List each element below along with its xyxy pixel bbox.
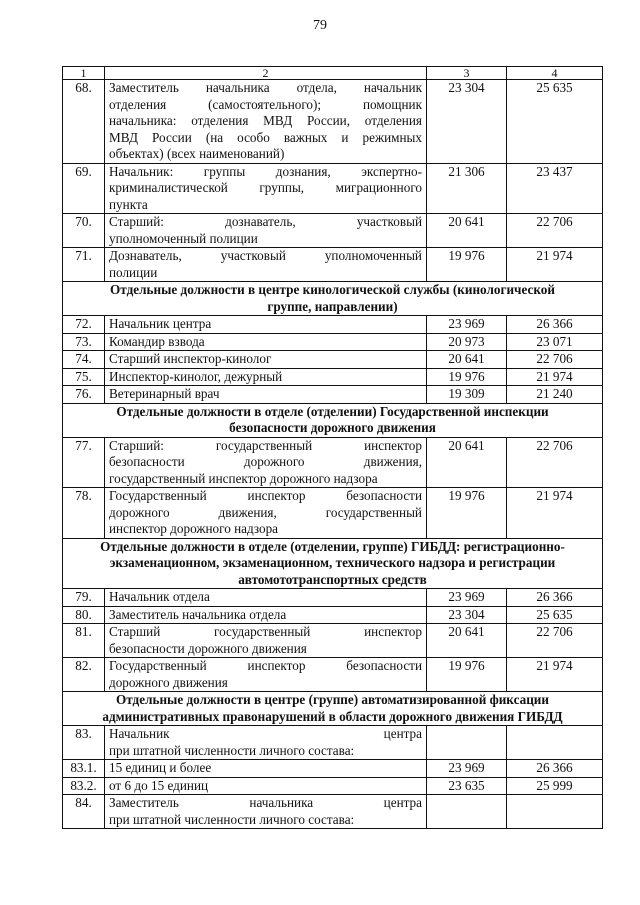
salary-value-col4: 22 706 <box>507 437 603 488</box>
table-row <box>63 726 603 760</box>
table-row <box>63 760 603 778</box>
position-title-line: при штатной численности личного состава: <box>109 811 355 827</box>
position-title-line: Дознаватель, участковый уполномоченный <box>109 248 422 263</box>
row-number: 77. <box>63 437 105 488</box>
position-title-line: пункта <box>109 196 148 212</box>
salary-value-col4: 25 999 <box>507 777 603 795</box>
table-row <box>63 777 603 795</box>
row-number: 69. <box>63 163 105 214</box>
salary-value-col3: 23 969 <box>427 760 507 778</box>
position-title <box>105 606 427 624</box>
row-number: 74. <box>63 351 105 369</box>
position-title <box>105 80 427 164</box>
salary-value-col4: 21 240 <box>507 386 603 404</box>
section-title <box>63 282 603 316</box>
row-number: 81. <box>63 624 105 658</box>
position-title-line: инспектор дорожного надзора <box>109 521 279 536</box>
salary-value-col4: 21 974 <box>507 658 603 692</box>
section-title-line: безопасности дорожного движения <box>229 420 436 435</box>
position-title-line: Начальник центра <box>109 726 422 741</box>
section-title-line: административных правонарушений в области дорожного движения ГИБДД <box>102 708 563 724</box>
position-title-line: Старший инспектор-кинолог <box>109 351 272 366</box>
salary-value-col4: 21 974 <box>507 368 603 386</box>
section-title-line: автомототранспортных средств <box>238 571 427 587</box>
salary-value-col4: 26 366 <box>507 316 603 334</box>
salary-value-col3: 23 635 <box>427 777 507 795</box>
salary-value-col3 <box>427 726 507 760</box>
position-title-line: полиции <box>109 264 158 280</box>
position-title-line: Старший государственный инспектор <box>109 624 422 639</box>
salary-value-col4: 25 635 <box>507 80 603 164</box>
table-header-row <box>63 67 603 80</box>
salary-value-col3: 20 973 <box>427 333 507 351</box>
section-title-line: Отдельные должности в центре кинологической службы (кинологической <box>110 282 555 297</box>
header-col-3: 3 <box>427 67 507 80</box>
position-title-line: отделения (самостоятельного); помощник <box>109 96 422 112</box>
position-title-line: Государственный инспектор безопасности <box>109 488 422 503</box>
position-title-line: уполномоченный полиции <box>109 230 258 246</box>
position-title-line: дорожного движения <box>109 674 228 690</box>
salary-value-col3: 19 976 <box>427 248 507 282</box>
salary-value-col3: 23 304 <box>427 606 507 624</box>
table-row <box>63 80 603 164</box>
salary-value-col4: 22 706 <box>507 214 603 248</box>
section-header-row <box>63 692 603 726</box>
table-row <box>63 214 603 248</box>
salary-value-col3: 20 641 <box>427 437 507 488</box>
position-title-line: Начальник отдела <box>109 589 210 604</box>
table-row <box>63 368 603 386</box>
position-title-line: от 6 до 15 единиц <box>109 777 209 793</box>
table-row <box>63 589 603 607</box>
salary-value-col4: 26 366 <box>507 589 603 607</box>
position-title-line: дорожного движения, государственный <box>109 504 422 520</box>
position-title-line: Начальник: группы дознания, экспертно- <box>109 163 422 179</box>
position-title <box>105 589 427 607</box>
table-row <box>63 437 603 488</box>
section-title <box>63 538 603 589</box>
table-row <box>63 163 603 214</box>
salary-value-col3: 23 304 <box>427 80 507 164</box>
salary-value-col3: 19 976 <box>427 368 507 386</box>
salary-value-col3: 19 976 <box>427 488 507 539</box>
salary-value-col4: 23 071 <box>507 333 603 351</box>
header-col-1: 1 <box>63 67 105 80</box>
position-title <box>105 386 427 404</box>
position-title-line: начальника: отделения МВД России, отделения <box>109 113 422 128</box>
position-title <box>105 777 427 795</box>
salary-value-col4: 22 706 <box>507 351 603 369</box>
table-row <box>63 658 603 692</box>
row-number: 71. <box>63 248 105 282</box>
position-title-line: Начальник центра <box>109 316 212 331</box>
position-title <box>105 248 427 282</box>
position-title <box>105 316 427 334</box>
section-header-row <box>63 403 603 437</box>
position-title-line: Заместитель начальника отдела, начальник <box>109 80 422 95</box>
salary-value-col4: 23 437 <box>507 163 603 214</box>
salary-value-col4: 21 974 <box>507 488 603 539</box>
section-title-line: Отдельные должности в центре (группе) автоматизированной фиксации <box>116 692 549 707</box>
table-row <box>63 386 603 404</box>
row-number: 73. <box>63 333 105 351</box>
salary-table <box>62 66 603 829</box>
position-title-line: МВД России (на особо важных и режимных <box>109 129 422 145</box>
salary-value-col3: 19 309 <box>427 386 507 404</box>
section-header-row <box>63 282 603 316</box>
position-title <box>105 437 427 488</box>
salary-value-col3: 20 641 <box>427 351 507 369</box>
position-title <box>105 488 427 539</box>
section-title-line: экзаменационном, экзаменационном, технического надзора и регистрации <box>109 555 556 570</box>
salary-value-col3: 20 641 <box>427 214 507 248</box>
position-title-line: безопасности дорожного движения <box>109 640 307 656</box>
row-number: 80. <box>63 606 105 624</box>
table-row <box>63 488 603 539</box>
position-title <box>105 333 427 351</box>
row-number: 70. <box>63 214 105 248</box>
position-title-line: безопасности дорожного движения, <box>109 454 422 469</box>
row-number: 79. <box>63 589 105 607</box>
salary-value-col4 <box>507 726 603 760</box>
section-title <box>63 692 603 726</box>
row-number: 72. <box>63 316 105 334</box>
salary-value-col3: 19 976 <box>427 658 507 692</box>
salary-value-col4: 26 366 <box>507 760 603 778</box>
position-title <box>105 163 427 214</box>
salary-value-col3: 23 969 <box>427 316 507 334</box>
position-title-line: объектах) (всех наименований) <box>109 146 285 161</box>
row-number: 75. <box>63 368 105 386</box>
row-number: 82. <box>63 658 105 692</box>
position-title <box>105 760 427 778</box>
section-title-line: группе, направлении) <box>267 298 398 314</box>
position-title-line: Ветеринарный врач <box>109 386 220 401</box>
position-title-line: Старший: государственный инспектор <box>109 437 422 453</box>
row-number: 83.2. <box>63 777 105 795</box>
position-title-line: Инспектор-кинолог, дежурный <box>109 368 283 384</box>
salary-value-col4: 21 974 <box>507 248 603 282</box>
position-title <box>105 351 427 369</box>
page-number: 79 <box>313 18 327 33</box>
row-number: 84. <box>63 795 105 829</box>
position-title-line: криминалистической группы, миграционного <box>109 180 422 195</box>
position-title <box>105 368 427 386</box>
table-row <box>63 606 603 624</box>
section-header-row <box>63 538 603 589</box>
row-number: 83.1. <box>63 760 105 778</box>
position-title <box>105 795 427 829</box>
table-row <box>63 351 603 369</box>
position-title-line: Старший: дознаватель, участковый <box>109 214 422 229</box>
header-col-4: 4 <box>507 67 603 80</box>
position-title-line: Заместитель начальника центра <box>109 795 422 810</box>
header-col-2: 2 <box>105 67 427 80</box>
position-title <box>105 658 427 692</box>
salary-value-col4 <box>507 795 603 829</box>
position-title-line: 15 единиц и более <box>109 760 212 775</box>
salary-value-col3: 20 641 <box>427 624 507 658</box>
table-row <box>63 795 603 829</box>
row-number: 76. <box>63 386 105 404</box>
position-title-line: Государственный инспектор безопасности <box>109 658 422 673</box>
salary-value-col3: 23 969 <box>427 589 507 607</box>
section-title-line: Отдельные должности в отделе (отделении, группе) ГИБДД: регистрационно- <box>100 538 565 554</box>
section-title <box>63 403 603 437</box>
position-title <box>105 624 427 658</box>
salary-value-col4: 22 706 <box>507 624 603 658</box>
position-title-line: при штатной численности личного состава: <box>109 742 355 758</box>
row-number: 68. <box>63 80 105 164</box>
salary-value-col4: 25 635 <box>507 606 603 624</box>
row-number: 78. <box>63 488 105 539</box>
section-title-line: Отдельные должности в отделе (отделении) Государственной инспекции <box>116 403 549 419</box>
table-row <box>63 333 603 351</box>
position-title-line: Командир взвода <box>109 333 205 349</box>
salary-value-col3: 21 306 <box>427 163 507 214</box>
table-row <box>63 248 603 282</box>
position-title <box>105 214 427 248</box>
position-title-line: Заместитель начальника отдела <box>109 606 287 622</box>
row-number: 83. <box>63 726 105 760</box>
table-row <box>63 624 603 658</box>
position-title-line: государственный инспектор дорожного надзора <box>109 470 378 486</box>
table-row <box>63 316 603 334</box>
position-title <box>105 726 427 760</box>
table-body <box>63 67 603 829</box>
salary-value-col3 <box>427 795 507 829</box>
